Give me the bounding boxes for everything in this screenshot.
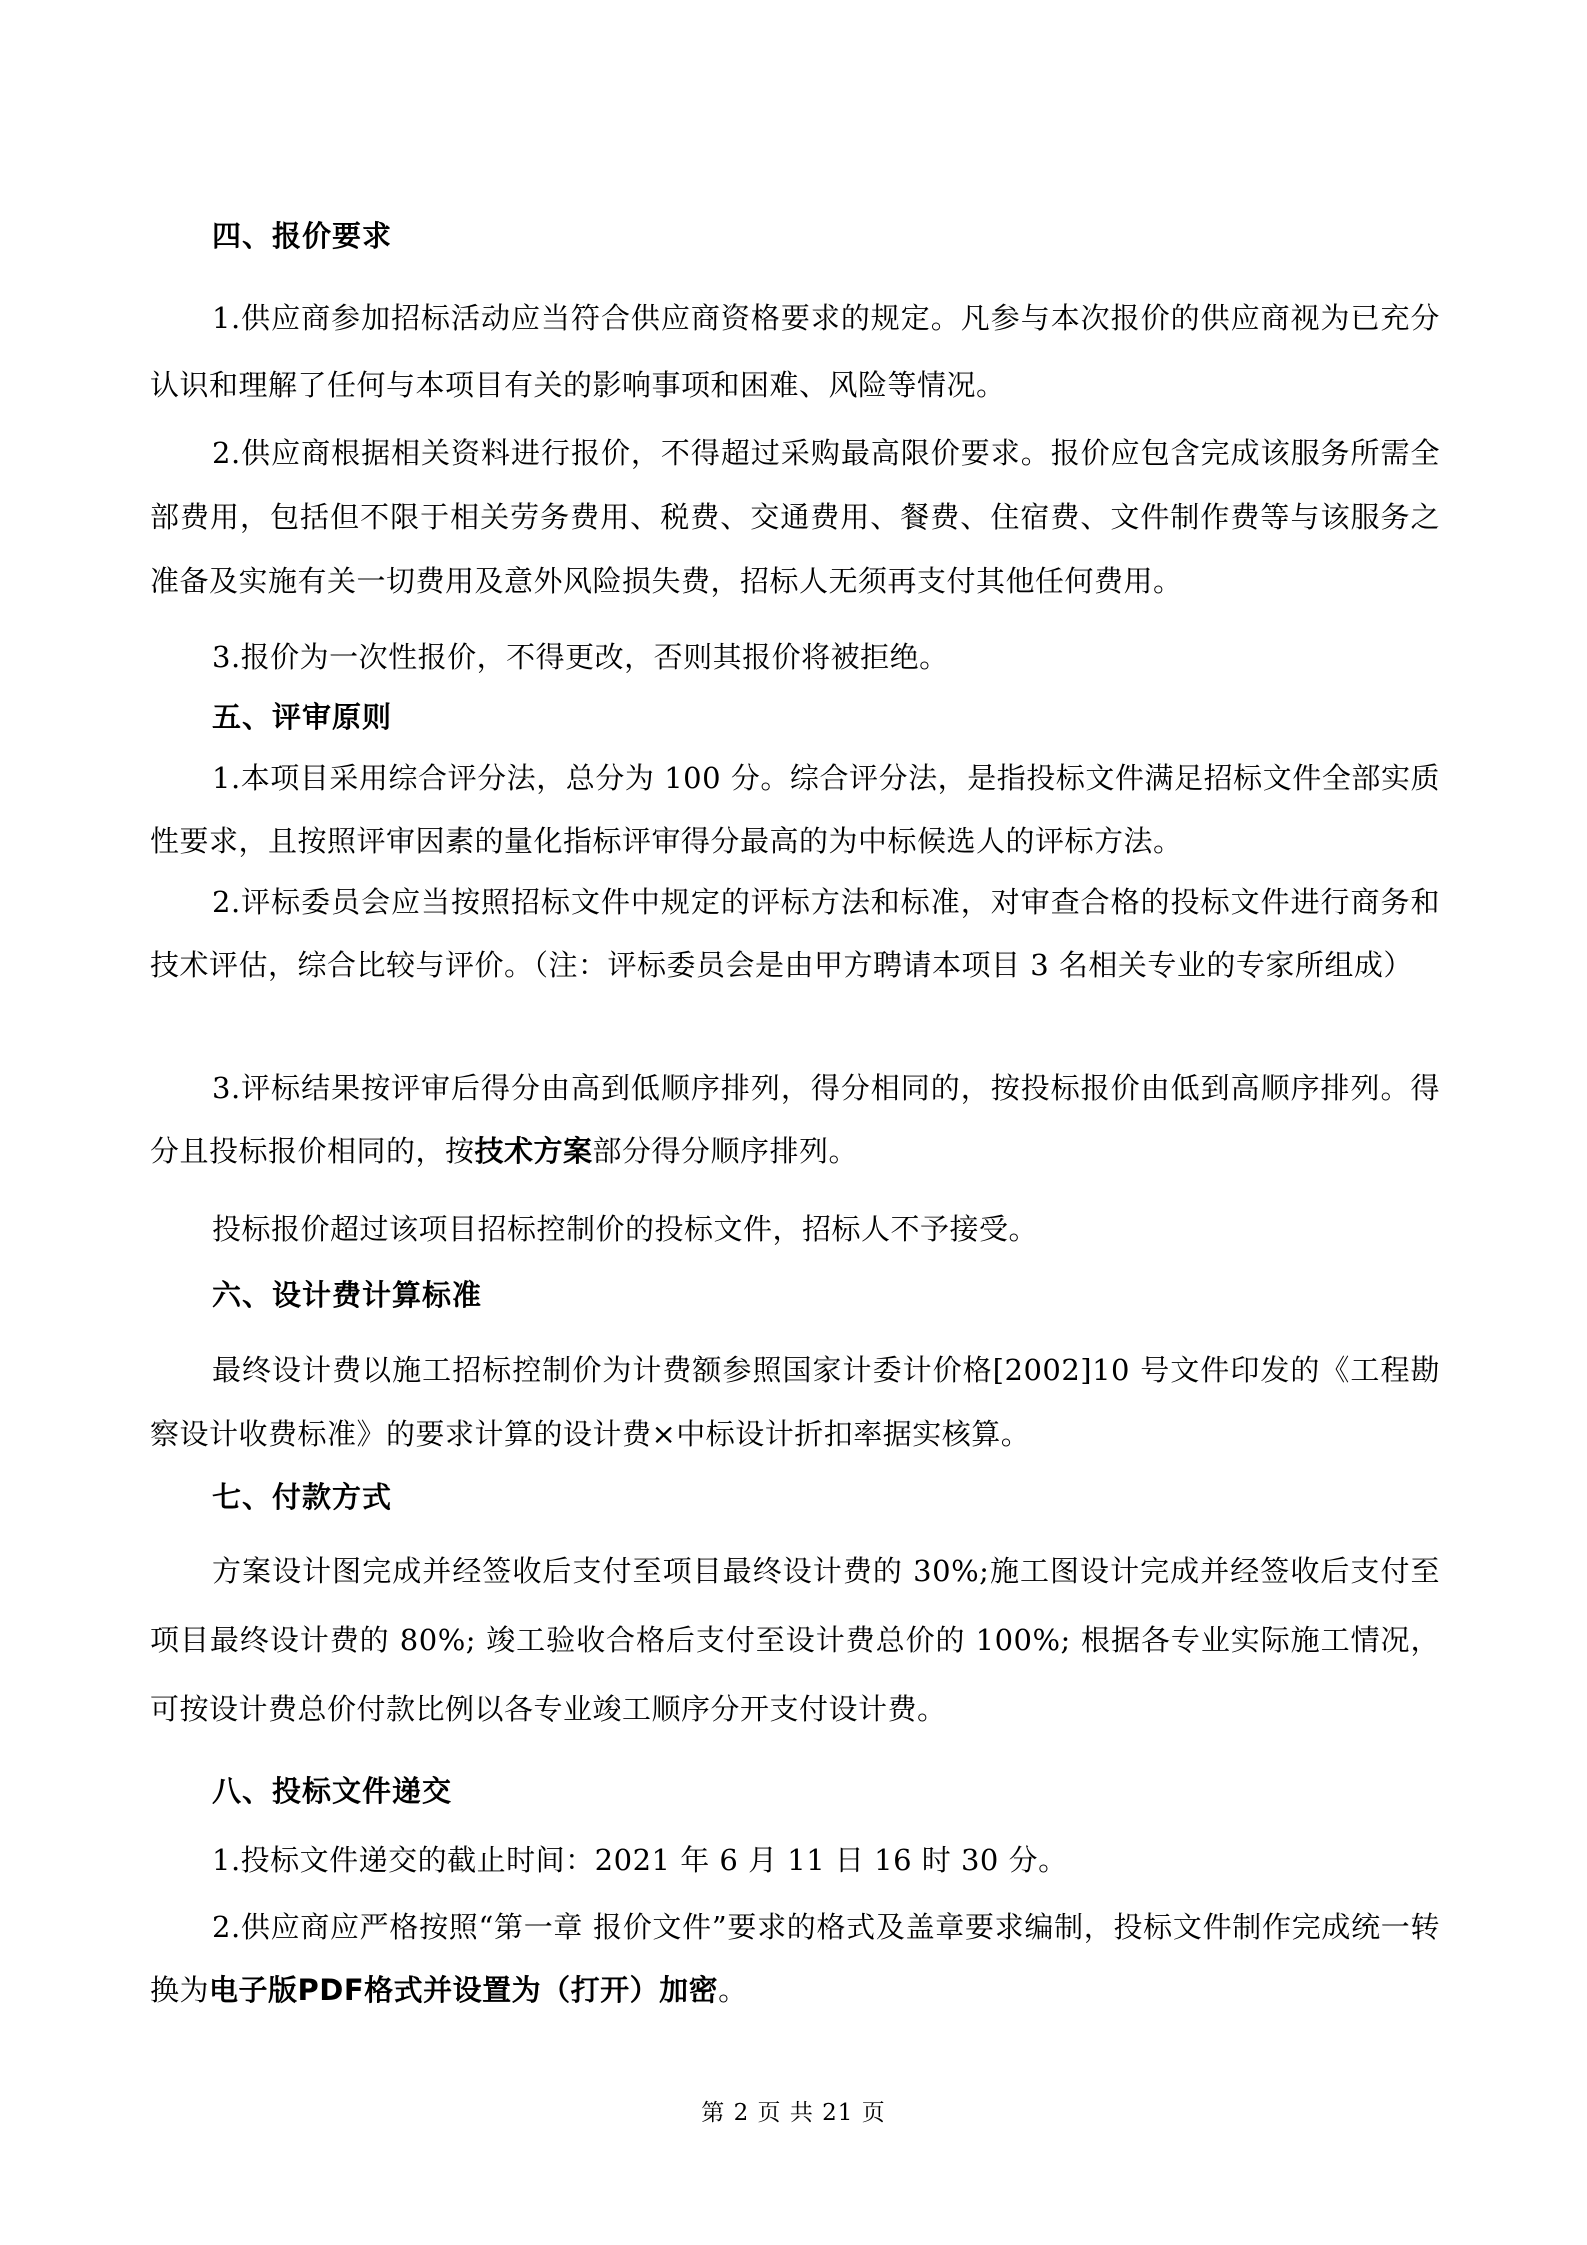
section-6-heading: 六、设计费计算标准 [212, 1278, 483, 1312]
section-5-paragraph-4: 投标报价超过该项目招标控制价的投标文件，招标人不予接受。 [212, 1212, 1039, 1246]
page-number-footer: 第 2 页 共 21 页 [701, 2100, 886, 2126]
section-7-paragraph-1: 方案设计图完成并经签收后支付至项目最终设计费的 30%;施工图设计完成并经签收后支付至项目最终设计费的 80%; 竣工验收合格后支付至设计费总价的 100%; 根据各专业实际施工情况，可按设计费总价付款比例以各专业竣工顺序分开支付设计费。 [150, 1554, 1440, 1726]
section-8-paragraph-2-text: 2.供应商应严格按照“第一章 报价文件”要求的格式及盖章要求编制，投标文件制作完成统一转换为 [150, 1910, 1440, 2007]
section-4-heading: 四、报价要求 [212, 219, 393, 253]
section-5-paragraph-3-text: 3.评标结果按评审后得分由高到低顺序排列，得分相同的，按投标报价由低到高顺序排列。得分且投标报价相同的，按 [150, 1071, 1440, 1168]
section-5-paragraph-1: 1.本项目采用综合评分法，总分为 100 分。综合评分法，是指投标文件满足招标文件全部实质性要求，且按照评审因素的量化指标评审得分最高的为中标候选人的评标方法。 [150, 761, 1440, 858]
section-5-paragraph-2: 2.评标委员会应当按照招标文件中规定的评标方法和标准，对审查合格的投标文件进行商务和技术评估，综合比较与评价。（注：评标委员会是由甲方聘请本项目 3 名相关专业的专家所组成） [150, 885, 1440, 982]
pdf-encryption-emphasis: 电子版PDF格式并设置为（打开）加密 [209, 1973, 719, 2007]
section-5-heading: 五、评审原则 [212, 700, 393, 734]
section-8-paragraph-1: 1.投标文件递交的截止时间：2021 年 6 月 11 日 16 时 30 分。 [212, 1843, 1068, 1877]
section-8-heading: 八、投标文件递交 [212, 1774, 453, 1808]
section-4-paragraph-3: 3.报价为一次性报价，不得更改，否则其报价将被拒绝。 [212, 640, 949, 674]
section-4-paragraph-1: 1.供应商参加招标活动应当符合供应商资格要求的规定。凡参与本次报价的供应商视为已充分认识和理解了任何与本项目有关的影响事项和困难、风险等情况。 [150, 301, 1440, 402]
section-7-heading: 七、付款方式 [212, 1480, 393, 1514]
section-8-paragraph-2 [150, 1896, 1440, 2022]
section-6-paragraph-1: 最终设计费以施工招标控制价为计费额参照国家计委计价格[2002]10 号文件印发的《工程勘察设计收费标准》的要求计算的设计费×中标设计折扣率据实核算。 [150, 1353, 1440, 1451]
section-4-paragraph-2: 2.供应商根据相关资料进行报价，不得超过采购最高限价要求。报价应包含完成该服务所需全部费用，包括但不限于相关劳务费用、税费、交通费用、餐费、住宿费、文件制作费等与该服务之准备及实施有关一切费用及意外风险损失费，招标人无须再支付其他任何费用。 [150, 436, 1440, 598]
section-5-paragraph-3-tail: 部分得分顺序排列。 [592, 1134, 859, 1168]
technical-plan-emphasis: 技术方案 [474, 1134, 593, 1168]
section-8-paragraph-2-tail: 。 [718, 1973, 748, 2007]
section-5-paragraph-3 [150, 1057, 1440, 1183]
